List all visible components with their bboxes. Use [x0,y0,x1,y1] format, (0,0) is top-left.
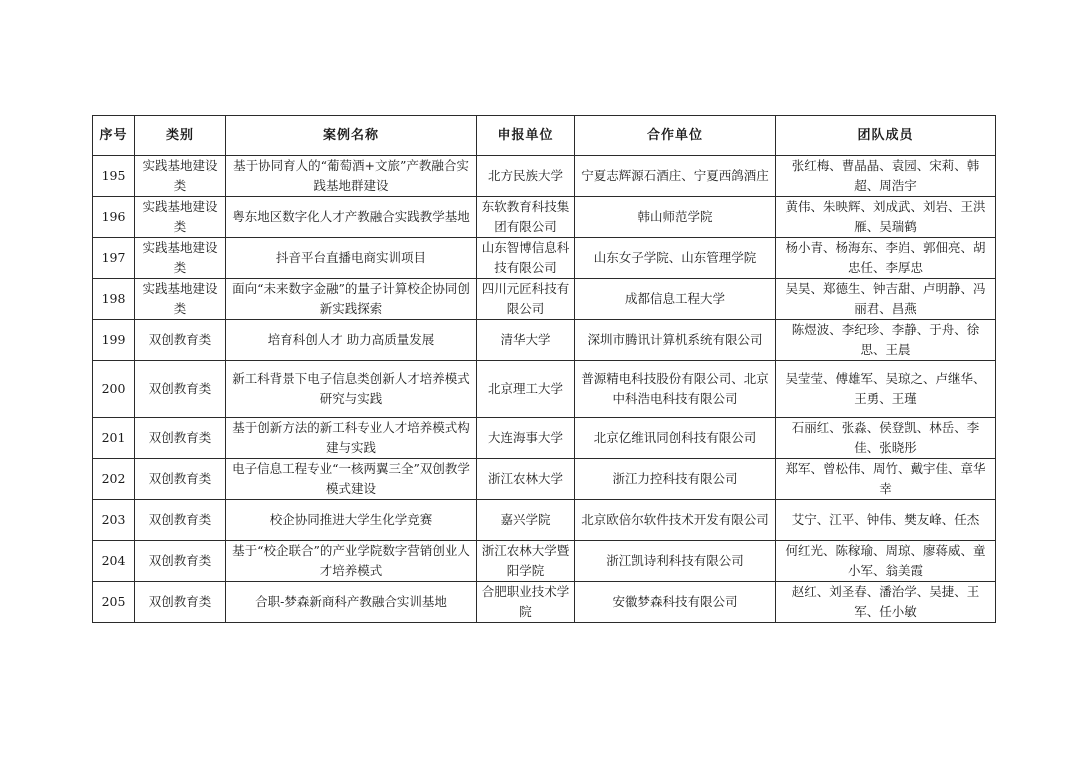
cell-case-name: 粤东地区数字化人才产教融合实践教学基地 [226,197,477,238]
cell-case-name: 基于协同育人的“葡萄酒+文旅”产教融合实践基地群建设 [226,156,477,197]
cell-partner-unit: 北京亿维讯同创科技有限公司 [575,418,776,459]
cell-team-members: 吴昊、郑德生、钟吉甜、卢明静、冯丽君、昌燕 [776,279,996,320]
cell-partner-unit: 山东女子学院、山东管理学院 [575,238,776,279]
header-no: 序号 [93,116,135,156]
cell-team-members: 艾宁、江平、钟伟、樊友峰、任杰 [776,500,996,541]
table-row [93,541,996,582]
cell-partner-unit: 普源精电科技股份有限公司、北京中科浩电科技有限公司 [575,361,776,418]
cell-no: 198 [93,279,135,320]
table-row [93,459,996,500]
cell-type: 实践基地建设类 [135,197,226,238]
cell-case-name: 校企协同推进大学生化学竞赛 [226,500,477,541]
cell-team-members: 黄伟、朱映辉、刘成武、刘岩、王洪雁、吴瑞鹤 [776,197,996,238]
cell-type: 实践基地建设类 [135,279,226,320]
cell-applicant-unit: 浙江农林大学 [477,459,575,500]
cell-partner-unit: 韩山师范学院 [575,197,776,238]
table-row [93,197,996,238]
cell-no: 204 [93,541,135,582]
header-partner-unit: 合作单位 [575,116,776,156]
cell-applicant-unit: 北京理工大学 [477,361,575,418]
cell-partner-unit: 北京欧倍尔软件技术开发有限公司 [575,500,776,541]
cell-applicant-unit: 嘉兴学院 [477,500,575,541]
cell-no: 197 [93,238,135,279]
cell-case-name: 抖音平台直播电商实训项目 [226,238,477,279]
cell-type: 双创教育类 [135,459,226,500]
cell-no: 199 [93,320,135,361]
cell-no: 201 [93,418,135,459]
cell-no: 202 [93,459,135,500]
table-row [93,320,996,361]
table-row [93,418,996,459]
cell-applicant-unit: 浙江农林大学暨阳学院 [477,541,575,582]
case-table [92,115,996,623]
cell-case-name: 电子信息工程专业“一核两翼三全”双创教学模式建设 [226,459,477,500]
cell-applicant-unit: 清华大学 [477,320,575,361]
cell-no: 195 [93,156,135,197]
cell-type: 实践基地建设类 [135,156,226,197]
table-row [93,279,996,320]
cell-applicant-unit: 山东智博信息科技有限公司 [477,238,575,279]
cell-applicant-unit: 四川元匠科技有限公司 [477,279,575,320]
cell-team-members: 张红梅、曹晶晶、袁园、宋莉、韩超、周浩宇 [776,156,996,197]
header-case-name: 案例名称 [226,116,477,156]
header-team-members: 团队成员 [776,116,996,156]
cell-case-name: 培育科创人才 助力高质量发展 [226,320,477,361]
table-row [93,500,996,541]
cell-applicant-unit: 北方民族大学 [477,156,575,197]
table-row [93,156,996,197]
table-row [93,361,996,418]
cell-type: 双创教育类 [135,320,226,361]
cell-case-name: 基于创新方法的新工科专业人才培养模式构建与实践 [226,418,477,459]
table-row [93,582,996,623]
cell-type: 实践基地建设类 [135,238,226,279]
cell-partner-unit: 浙江力控科技有限公司 [575,459,776,500]
cell-team-members: 赵红、刘圣春、潘治学、吴捷、王军、任小敏 [776,582,996,623]
cell-partner-unit: 深圳市腾讯计算机系统有限公司 [575,320,776,361]
cell-type: 双创教育类 [135,418,226,459]
cell-applicant-unit: 大连海事大学 [477,418,575,459]
table-row [93,238,996,279]
cell-partner-unit: 安徽梦森科技有限公司 [575,582,776,623]
cell-type: 双创教育类 [135,361,226,418]
cell-partner-unit: 浙江凯诗利科技有限公司 [575,541,776,582]
cell-team-members: 吴莹莹、傅雄军、吴琼之、卢继华、王勇、王瑾 [776,361,996,418]
cell-case-name: 面向“未来数字金融”的量子计算校企协同创新实践探索 [226,279,477,320]
cell-case-name: 新工科背景下电子信息类创新人才培养模式研究与实践 [226,361,477,418]
cell-partner-unit: 宁夏志辉源石酒庄、宁夏西鸽酒庄 [575,156,776,197]
cell-type: 双创教育类 [135,500,226,541]
cell-team-members: 石丽红、张淼、侯登凯、林岳、李佳、张晓彤 [776,418,996,459]
cell-team-members: 杨小青、杨海东、李岿、郭佃亮、胡忠任、李厚忠 [776,238,996,279]
header-applicant-unit: 申报单位 [477,116,575,156]
cell-applicant-unit: 东软教育科技集团有限公司 [477,197,575,238]
cell-team-members: 何红光、陈稼瑜、周琼、廖蒋威、童小军、翁美霞 [776,541,996,582]
cell-applicant-unit: 合肥职业技术学院 [477,582,575,623]
cell-no: 200 [93,361,135,418]
cell-no: 205 [93,582,135,623]
cell-type: 双创教育类 [135,582,226,623]
cell-team-members: 陈煜波、李纪珍、李静、于舟、徐思、王晨 [776,320,996,361]
cell-partner-unit: 成都信息工程大学 [575,279,776,320]
cell-case-name: 基于“校企联合”的产业学院数字营销创业人才培养模式 [226,541,477,582]
cell-team-members: 郑军、曾松伟、周竹、戴宇佳、章华幸 [776,459,996,500]
cell-no: 196 [93,197,135,238]
cell-type: 双创教育类 [135,541,226,582]
table-header-row [93,116,996,156]
cell-case-name: 合职-梦森新商科产教融合实训基地 [226,582,477,623]
header-type: 类别 [135,116,226,156]
cell-no: 203 [93,500,135,541]
